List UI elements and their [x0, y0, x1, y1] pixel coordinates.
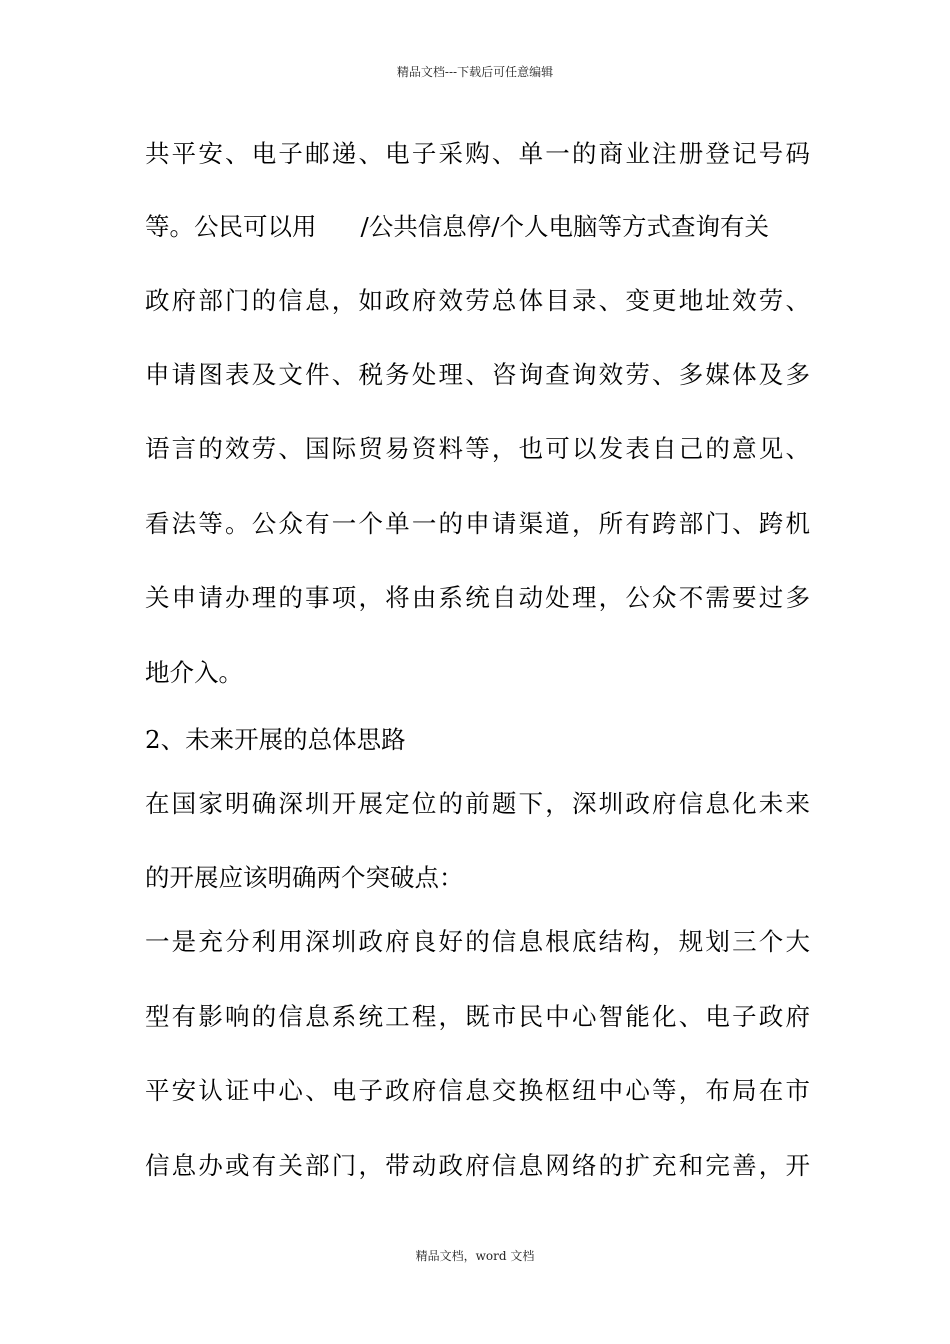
text-line: 型有影响的信息系统工程，既市民中心智能化、电子政府: [145, 1002, 810, 1031]
text-line: 看法等。公众有一个单一的申请渠道，所有跨部门、跨机: [145, 509, 810, 538]
text-line: 地介入。: [145, 658, 243, 687]
text-segment: 等。公民可以用: [145, 212, 317, 241]
page-header: 精品文档---下载后可任意编辑: [396, 65, 554, 79]
text-line: 共平安、电子邮递、电子采购、单一的商业注册登记号码: [145, 139, 810, 168]
text-segment: /公共信息停/个人电脑等方式查询有关: [360, 212, 770, 241]
text-line: 的开展应该明确两个突破点：: [145, 863, 464, 892]
text-line: 政府部门的信息，如政府效劳总体目录、变更地址效劳、: [145, 286, 810, 315]
text-line: 在国家明确深圳开展定位的前题下，深圳政府信息化未来: [145, 789, 810, 818]
text-line: 平安认证中心、电子政府信息交换枢纽中心等，布局在市: [145, 1076, 810, 1105]
text-line: 信息办或有关部门，带动政府信息网络的扩充和完善，开: [145, 1151, 810, 1180]
text-line: 一是充分利用深圳政府良好的信息根底结构，规划三个大: [145, 927, 810, 956]
page-footer: 精品文档，word 文档: [415, 1249, 535, 1263]
text-line: [145, 211, 810, 243]
text-line: 语言的效劳、国际贸易资料等，也可以发表自己的意见、: [145, 434, 810, 463]
section-heading: 2、未来开展的总体思路: [145, 725, 406, 754]
text-line: 申请图表及文件、税务处理、咨询查询效劳、多媒体及多: [145, 360, 810, 389]
text-line: 关申请办理的事项，将由系统自动处理，公众不需要过多: [145, 583, 810, 612]
